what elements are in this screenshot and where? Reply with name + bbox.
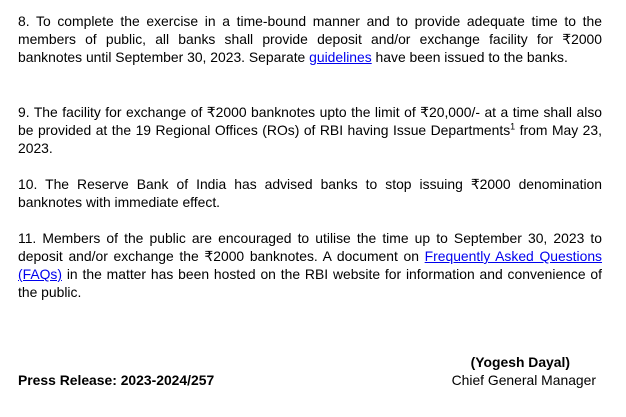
paragraph-11: [18, 229, 602, 301]
paragraph-10: 10. The Reserve Bank of India has advised banks to stop issuing ₹2000 denomination banknotes with immediate effect.: [18, 176, 602, 210]
footnote-marker: 1: [510, 121, 516, 132]
press-release-number: Press Release: 2023-2024/257: [18, 372, 215, 388]
paragraph-8-text-before: 8. To complete the exercise in a time-bound manner and to provide adequate time to the members of public, all banks shall provide deposit and/or exchange facility for ₹2000 banknotes until September 30, 2023. Separate: [18, 13, 602, 65]
paragraph-9: [18, 103, 602, 157]
guidelines-link[interactable]: guidelines: [309, 49, 372, 65]
signature-block: [416, 353, 596, 389]
signatory-name: (Yogesh Dayal): [470, 354, 570, 370]
paragraph-9-text-before: 9. The facility for exchange of ₹2000 banknotes upto the limit of ₹20,000/- at a time shall also be provided at the 19 Regional Offices (ROs) of RBI having Issue Departments: [18, 104, 602, 138]
signatory-title: Chief General Manager: [451, 372, 596, 388]
paragraph-8: [18, 12, 602, 66]
paragraph-9-text-after: from May 23, 2023.: [18, 122, 602, 156]
faqs-link[interactable]: Frequently Asked Questions (FAQs): [18, 248, 602, 282]
paragraph-11-text-after: in the matter has been hosted on the RBI website for information and convenience of the public.: [18, 266, 602, 300]
paragraph-8-text-after: have been issued to the banks.: [371, 49, 568, 65]
paragraph-11-text-before: 11. Members of the public are encouraged to utilise the time up to September 30, 2023 to deposit and/or exchange the ₹2000 banknotes. A document on: [18, 230, 602, 264]
